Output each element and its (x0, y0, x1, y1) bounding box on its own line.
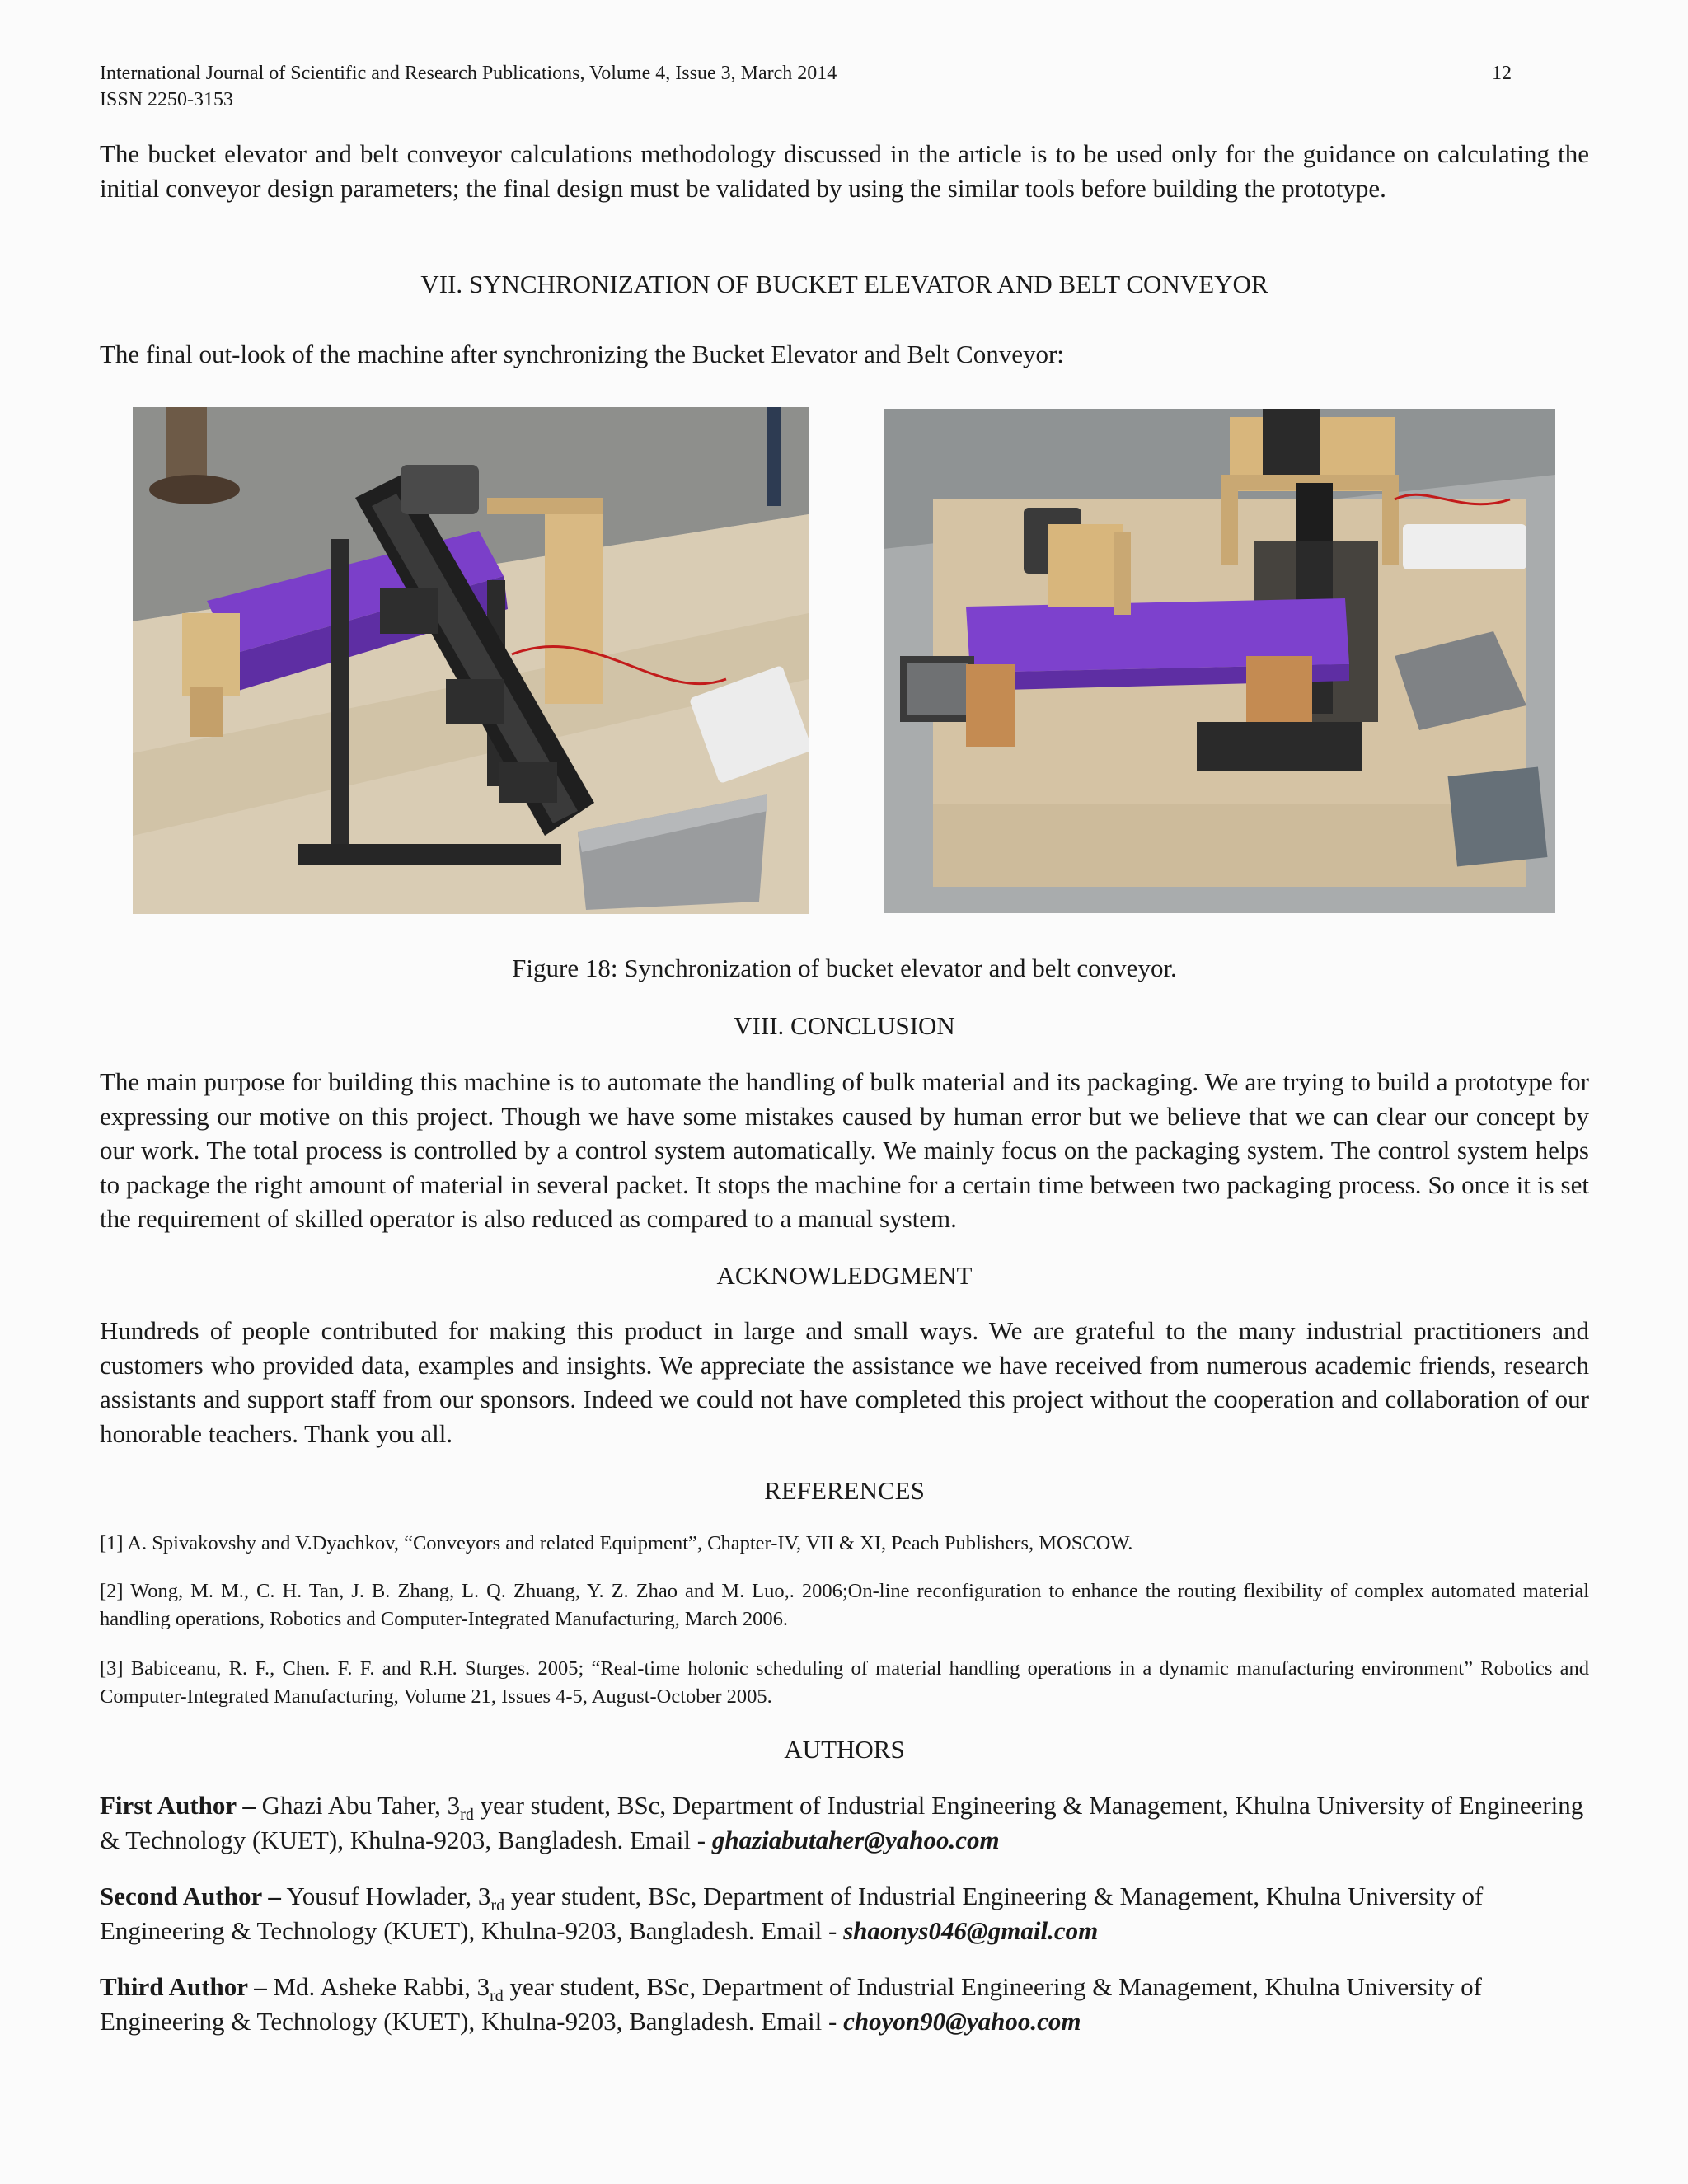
author-email[interactable]: shaonys046@gmail.com (843, 1915, 1099, 1945)
figure-caption: Figure 18: Synchronization of bucket elevator and belt conveyor. (512, 954, 1177, 982)
author-1 (100, 1788, 1589, 1857)
references-heading: REFERENCES (764, 1476, 925, 1505)
acknowledgment-heading: ACKNOWLEDGMENT (716, 1261, 973, 1290)
figure-photo-right (884, 409, 1555, 913)
author-details: year student, BSc, Department of Industrial Engineering & Management, Khulna University of Engineering & Technology (KUET), Khulna-9203, Bangladesh. Email - (100, 1791, 1584, 1854)
page-number: 12 (1492, 63, 1512, 84)
journal-header: International Journal of Scientific and Research Publications, Volume 4, Issue 3, March 2014 (100, 63, 837, 84)
author-details: year student, BSc, Department of Industrial Engineering & Management, Khulna University of Engineering & Technology (KUET), Khulna-9203, Bangladesh. Email - (100, 1882, 1484, 1945)
ordinal-suffix: rd (490, 1987, 504, 2006)
conclusion-heading: VIII. CONCLUSION (734, 1011, 955, 1040)
section-7-heading: VII. SYNCHRONIZATION OF BUCKET ELEVATOR AND BELT CONVEYOR (420, 269, 1268, 298)
author-name: Ghazi Abu Taher, 3 (255, 1791, 461, 1820)
intro-paragraph: The bucket elevator and belt conveyor calculations methodology discussed in the article is to be used only for the guidance on calculating the initial conveyor design parameters; the final design must be validated by using the similar tools before building the prototype. (100, 139, 1589, 203)
author-email[interactable]: ghaziabutaher@yahoo.com (711, 1825, 1000, 1854)
machine-photo-top (884, 409, 1555, 913)
section-7-lead: The final out-look of the machine after synchronizing the Bucket Elevator and Belt Conveyor: (100, 340, 1064, 368)
author-role: First Author – (100, 1791, 256, 1820)
author-details: year student, BSc, Department of Industrial Engineering & Management, Khulna University of Engineering & Technology (KUET), Khulna-9203, Bangladesh. Email - (100, 1972, 1482, 2036)
authors-heading: AUTHORS (784, 1735, 905, 1764)
author-name: Md. Asheke Rabbi, 3 (266, 1972, 490, 2001)
ordinal-suffix: rd (460, 1806, 474, 1825)
author-role: Third Author – (100, 1972, 267, 2001)
acknowledgment-text: Hundreds of people contributed for making this product in large and small ways. We are grateful to the many industrial practitioners and customers who provided data, examples and insights. We appreciate the assistance we have received from numerous academic friends, research assistants and support staff from our sponsors. Indeed we could not have completed this project without the cooperation and collaboration of our honorable teachers. Thank you all. (100, 1316, 1589, 1448)
issn: ISSN 2250-3153 (100, 89, 234, 110)
reference-2: [2] Wong, M. M., C. H. Tan, J. B. Zhang, L. Q. Zhuang, Y. Z. Zhao and M. Luo,. 2006;On-line reconfiguration to enhance the routing flexibility of complex automated material handling operations, Robotics and Computer-Integrated Manufacturing, March 2006. (100, 1580, 1589, 1630)
author-email[interactable]: choyon90@yahoo.com (843, 2006, 1081, 2036)
ordinal-suffix: rd (490, 1896, 505, 1915)
figure-photo-left (133, 407, 809, 914)
author-3 (100, 1970, 1589, 2038)
reference-1: [1] A. Spivakovshy and V.Dyachkov, “Conveyors and related Equipment”, Chapter-IV, VII & XI, Peach Publishers, MOSCOW. (100, 1532, 1133, 1554)
author-role: Second Author – (100, 1882, 281, 1910)
author-2 (100, 1879, 1589, 1947)
conclusion-text: The main purpose for building this machine is to automate the handling of bulk material and its packaging. We are trying to build a prototype for expressing our motive on this project. Though we have some mistakes caused by human error but we believe that we can clear our concept by our work. The total process is controlled by a control system automatically. We mainly focus on the packaging system. The control system helps to package the right amount of material in several packet. It stops the machine for a certain time between two packaging process. So once it is set the requirement of skilled operator is also reduced as compared to a manual system. (100, 1067, 1589, 1233)
reference-3: [3] Babiceanu, R. F., Chen. F. F. and R.H. Sturges. 2005; “Real-time holonic scheduling of material handling operations in a dynamic manufacturing environment” Robotics and Computer-Integrated Manufacturing, Volume 21, Issues 4-5, August-October 2005. (100, 1657, 1589, 1708)
author-name: Yousuf Howlader, 3 (280, 1882, 491, 1910)
machine-photo-angled (133, 407, 809, 914)
